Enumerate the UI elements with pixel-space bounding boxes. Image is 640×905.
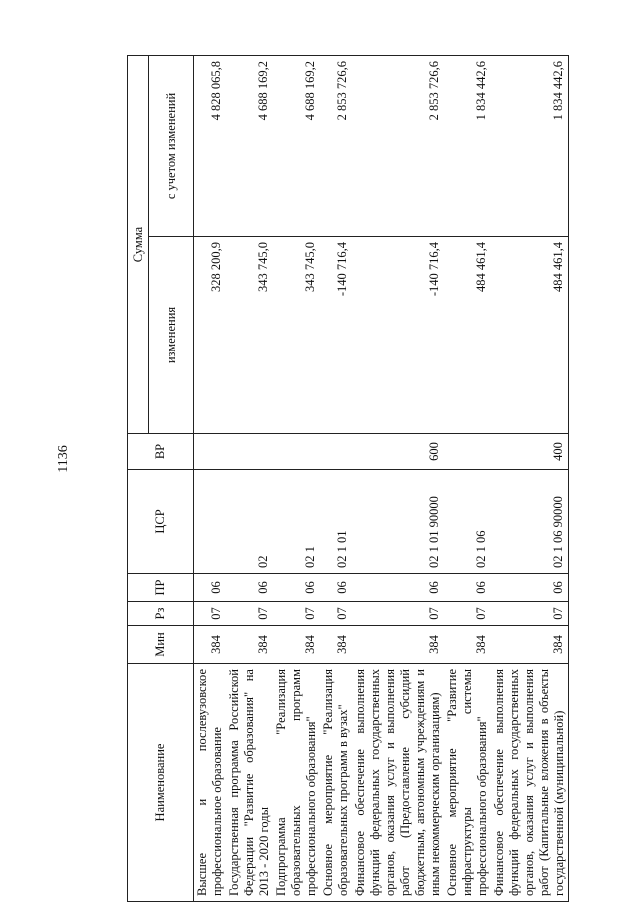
header-sum: Сумма [128, 56, 149, 434]
row-vr [194, 434, 227, 470]
row-rz: 07 [273, 602, 320, 626]
row-vr: 600 [352, 434, 444, 470]
row-pr: 06 [444, 574, 491, 602]
table-row [273, 56, 320, 902]
page-number: 1136 [56, 445, 71, 473]
table-row [444, 56, 491, 902]
row-vr [273, 434, 320, 470]
row-rz: 07 [444, 602, 491, 626]
row-pr: 06 [194, 574, 227, 602]
row-change: 343 745,0 [226, 237, 273, 434]
row-csr: 02 1 [273, 470, 320, 574]
table-row [226, 56, 273, 902]
row-pr: 06 [226, 574, 273, 602]
row-change: -140 716,4 [352, 237, 444, 434]
row-change: 328 200,9 [194, 237, 227, 434]
row-name: Государственная программа Российской Федерации "Развитие образования" на 2013 - 2020 годы [226, 664, 273, 902]
row-rz: 07 [226, 602, 273, 626]
table-row [491, 56, 569, 902]
header-name: Наименование [128, 664, 194, 902]
row-min: 384 [226, 626, 273, 664]
row-min: 384 [352, 626, 444, 664]
row-rz: 07 [352, 602, 444, 626]
row-vr: 400 [491, 434, 569, 470]
table-row [352, 56, 444, 902]
row-rz: 07 [491, 602, 569, 626]
row-pr: 06 [491, 574, 569, 602]
row-vr [444, 434, 491, 470]
budget-table [127, 55, 569, 902]
row-min: 384 [444, 626, 491, 664]
row-total: 1 834 442,6 [491, 56, 569, 237]
row-min: 384 [320, 626, 352, 664]
row-pr: 06 [352, 574, 444, 602]
row-total: 2 853 726,6 [352, 56, 444, 237]
row-csr: 02 [226, 470, 273, 574]
row-change: 484 461,4 [491, 237, 569, 434]
header-vr: ВР [128, 434, 194, 470]
row-csr: 02 1 06 [444, 470, 491, 574]
row-total: 2 853 726,6 [320, 56, 352, 237]
row-csr: 02 1 06 90000 [491, 470, 569, 574]
table-row [320, 56, 352, 902]
row-min: 384 [273, 626, 320, 664]
row-csr: 02 1 01 90000 [352, 470, 444, 574]
row-pr: 06 [320, 574, 352, 602]
row-vr [320, 434, 352, 470]
row-name: Высшее и послевузовское профессиональное образование [194, 664, 227, 902]
row-name: Финансовое обеспечение выполнения функций федеральных государственных органов, оказания услуг и выполнения работ (Капитальные вложения в объекты государственной (муниципальной) [491, 664, 569, 902]
row-pr: 06 [273, 574, 320, 602]
header-csr: ЦСР [128, 470, 194, 574]
header-rz: Рз [128, 602, 194, 626]
row-name: Подпрограмма "Реализация образовательных программ профессионального образования" [273, 664, 320, 902]
row-rz: 07 [320, 602, 352, 626]
table-row [194, 56, 227, 902]
header-min: Мин [128, 626, 194, 664]
row-name: Основное мероприятие "Развитие инфраструктуры системы профессионального образования" [444, 664, 491, 902]
row-change: 484 461,4 [444, 237, 491, 434]
header-with-change: с учетом изменений [149, 56, 194, 237]
row-name: Финансовое обеспечение выполнения функций федеральных государственных органов, оказания услуг и выполнения работ (Предоставление субсидий бюджетным, автономным учреждениям и иным некоммерческим организациям) [352, 664, 444, 902]
row-rz: 07 [194, 602, 227, 626]
row-csr: 02 1 01 [320, 470, 352, 574]
row-total: 4 688 169,2 [273, 56, 320, 237]
row-name: Основное мероприятие "Реализация образовательных программ в вузах" [320, 664, 352, 902]
row-min: 384 [194, 626, 227, 664]
row-total: 4 828 065,8 [194, 56, 227, 237]
row-min: 384 [491, 626, 569, 664]
header-change: изменения [149, 237, 194, 434]
header-pr: ПР [128, 574, 194, 602]
row-total: 1 834 442,6 [444, 56, 491, 237]
row-change: -140 716,4 [320, 237, 352, 434]
row-vr [226, 434, 273, 470]
row-csr [194, 470, 227, 574]
budget-table-container [127, 56, 566, 902]
row-total: 4 688 169,2 [226, 56, 273, 237]
row-change: 343 745,0 [273, 237, 320, 434]
